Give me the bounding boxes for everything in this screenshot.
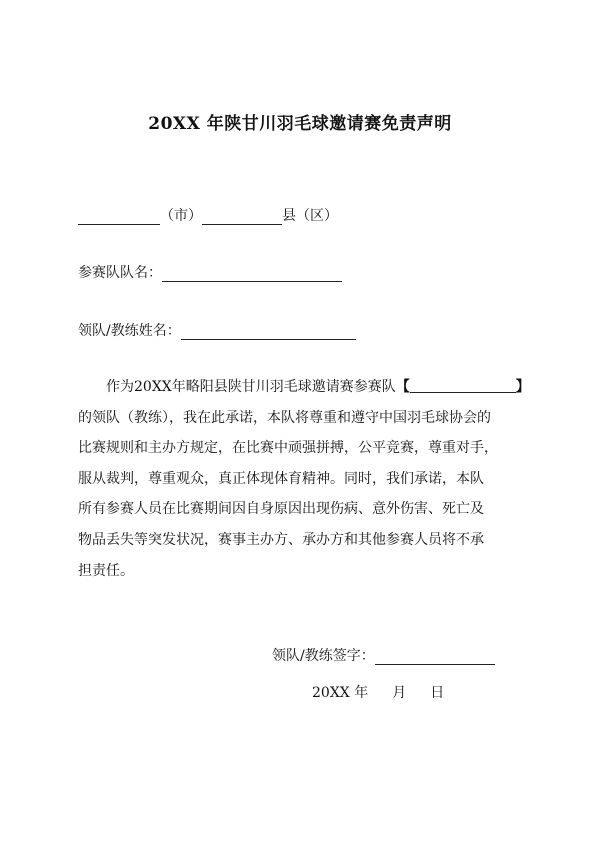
region-line — [78, 205, 338, 225]
paragraph-line: 的领队（教练），我在此承诺，本队将尊重和遵守中国羽毛球协会的 — [78, 409, 491, 426]
signature-line — [272, 645, 495, 665]
team-bracket-blank[interactable] — [410, 378, 516, 393]
date-year: 20XX 年 — [312, 685, 369, 701]
team-name-label: 参赛队队名： — [78, 265, 162, 281]
leader-name-blank[interactable] — [181, 324, 356, 340]
commitment-paragraph — [78, 372, 538, 586]
paragraph-line: 所有参赛人员在比赛期间因自身原因出现伤病、意外伤害、死亡及 — [78, 501, 484, 518]
county-blank[interactable] — [202, 209, 282, 225]
signature-label: 领队/教练签字： — [272, 648, 375, 664]
paragraph-line: 服从裁判，尊重观众，真正体现体育精神。同时，我们承诺，本队 — [78, 470, 484, 487]
paragraph-line-text: 作为20XX年略阳县陕甘川羽毛球邀请赛参赛队 — [106, 379, 396, 395]
date-month: 月 — [392, 685, 407, 701]
team-name-line — [78, 262, 342, 282]
bracket-close: 】 — [515, 379, 530, 395]
paragraph-line: 担责任。 — [78, 562, 134, 579]
county-label: 县（区） — [282, 208, 338, 224]
date-line — [312, 682, 444, 702]
leader-name-line — [78, 320, 356, 340]
team-name-blank[interactable] — [162, 266, 342, 282]
date-day: 日 — [430, 685, 445, 701]
city-blank[interactable] — [78, 209, 160, 225]
signature-blank[interactable] — [375, 649, 495, 665]
bracket-open: 【 — [395, 379, 410, 395]
paragraph-line — [78, 372, 538, 403]
page-title: 20XX 年陕甘川羽毛球邀请赛免责声明 — [148, 114, 452, 134]
city-label: （市） — [160, 208, 202, 224]
paragraph-line: 比赛规则和主办方规定，在比赛中顽强拼搏，公平竞赛，尊重对手， — [78, 440, 498, 457]
paragraph-line: 物品丢失等突发状况，赛事主办方、承办方和其他参赛人员将不承 — [78, 531, 484, 548]
leader-name-label: 领队/教练姓名： — [78, 323, 181, 339]
